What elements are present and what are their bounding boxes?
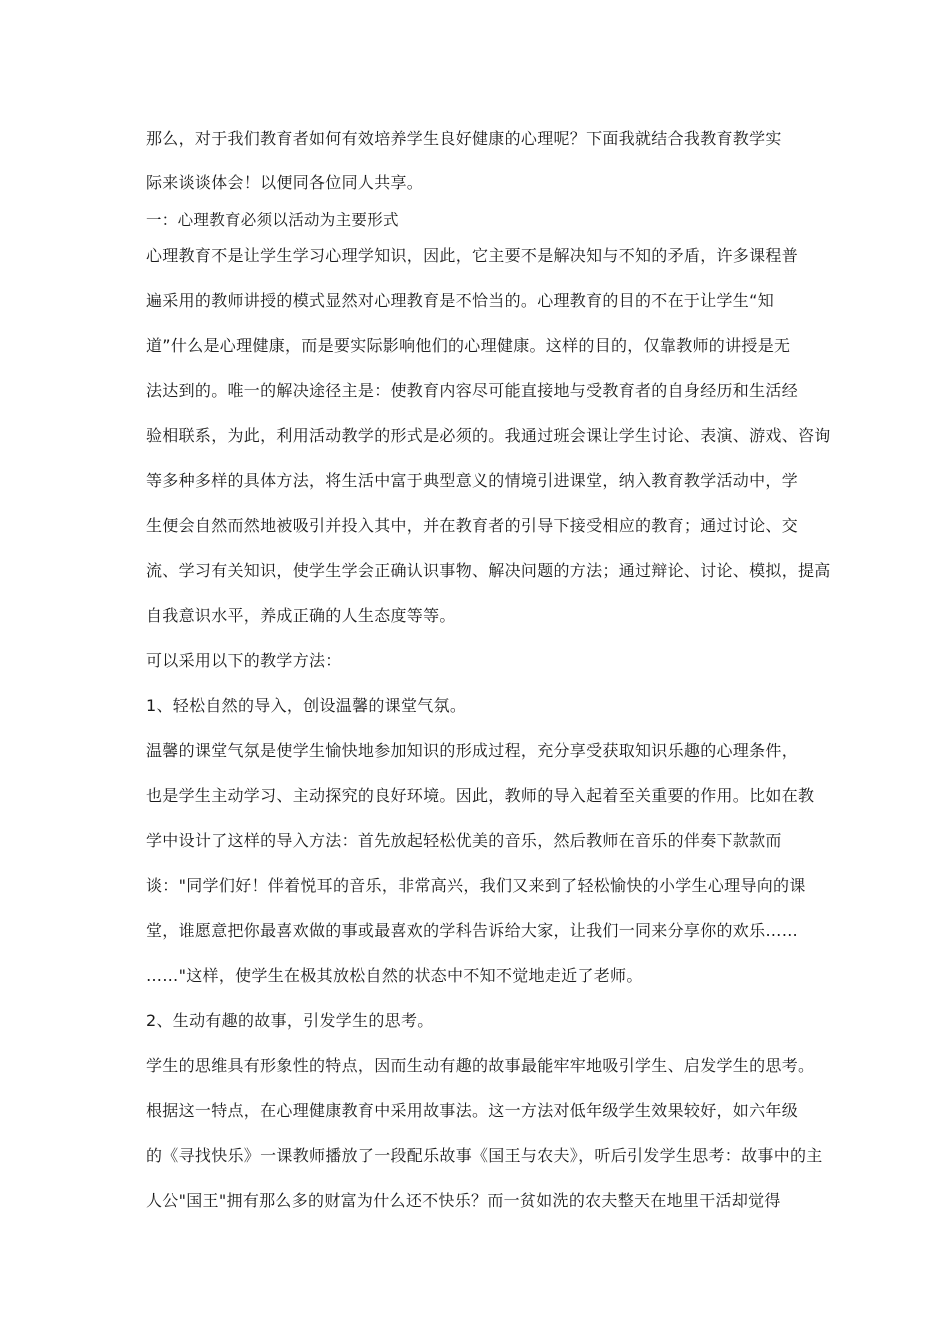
paragraph-line: 根据这一特点，在心理健康教育中采用故事法。这一方法对低年级学生效果较好，如六年级 <box>146 1101 799 1120</box>
paragraph-line: 温馨的课堂气氛是使学生愉快地参加知识的形成过程，充分享受获取知识乐趣的心理条件， <box>146 741 799 760</box>
paragraph-line: 自我意识水平，养成正确的人生态度等等。 <box>146 606 456 625</box>
list-item-heading: 1、轻松自然的导入，创设温馨的课堂气氛。 <box>146 696 467 715</box>
paragraph-line: 谈："同学们好！伴着悦耳的音乐，非常高兴，我们又来到了轻松愉快的小学生心理导向的课 <box>146 876 806 895</box>
paragraph-line: 也是学生主动学习、主动探究的良好环境。因此，教师的导入起着至关重要的作用。比如在教 <box>146 786 815 805</box>
paragraph-line: 学中设计了这样的导入方法：首先放起轻松优美的音乐，然后教师在音乐的伴奏下款款而 <box>146 831 782 850</box>
paragraph-line: 等多种多样的具体方法，将生活中富于典型意义的情境引进课堂，纳入教育教学活动中，学 <box>146 471 799 490</box>
section-heading: 一：心理教育必须以活动为主要形式 <box>146 211 399 229</box>
paragraph-line: 流、学习有关知识，使学生学会正确认识事物、解决问题的方法；通过辩论、讨论、模拟，提高 <box>146 561 831 580</box>
paragraph-line: 心理教育不是让学生学习心理学知识，因此，它主要不是解决知与不知的矛盾，许多课程普 <box>146 246 799 265</box>
paragraph-line: 堂，谁愿意把你最喜欢做的事或最喜欢的学科告诉给大家，让我们一同来分享你的欢乐…… <box>146 921 799 940</box>
paragraph-line: 人公"国王"拥有那么多的财富为什么还不快乐？而一贫如洗的农夫整天在地里干活却觉得 <box>146 1191 781 1210</box>
paragraph-line: 道”什么是心理健康，而是要实际影响他们的心理健康。这样的目的，仅靠教师的讲授是无 <box>146 336 791 355</box>
paragraph-line: 遍采用的教师讲授的模式显然对心理教育是不恰当的。心理教育的目的不在于让学生“知 <box>146 291 774 310</box>
paragraph-line: 学生的思维具有形象性的特点，因而生动有趣的故事最能牢牢地吸引学生、启发学生的思考。 <box>146 1056 815 1075</box>
paragraph-line: 际来谈谈体会！以便同各位同人共享。 <box>146 173 424 192</box>
paragraph-line: ……"这样，使学生在极其放松自然的状态中不知不觉地走近了老师。 <box>146 966 643 985</box>
paragraph-line: 法达到的。唯一的解决途径主是：使教育内容尽可能直接地与受教育者的自身经历和生活经 <box>146 381 799 400</box>
list-item-heading: 2、生动有趣的故事，引发学生的思考。 <box>146 1011 434 1030</box>
paragraph-line: 那么，对于我们教育者如何有效培养学生良好健康的心理呢？下面我就结合我教育教学实 <box>146 129 782 148</box>
paragraph-line: 验相联系，为此，利用活动教学的形式是必须的。我通过班会课让学生讨论、表演、游戏、咨询 <box>146 426 831 445</box>
paragraph-line: 可以采用以下的教学方法： <box>146 651 342 670</box>
paragraph-line: 的《寻找快乐》一课教师播放了一段配乐故事《国王与农夫》，听后引发学生思考：故事中的主 <box>146 1146 823 1165</box>
paragraph-line: 生便会自然而然地被吸引并投入其中，并在教育者的引导下接受相应的教育；通过讨论、交 <box>146 516 799 535</box>
